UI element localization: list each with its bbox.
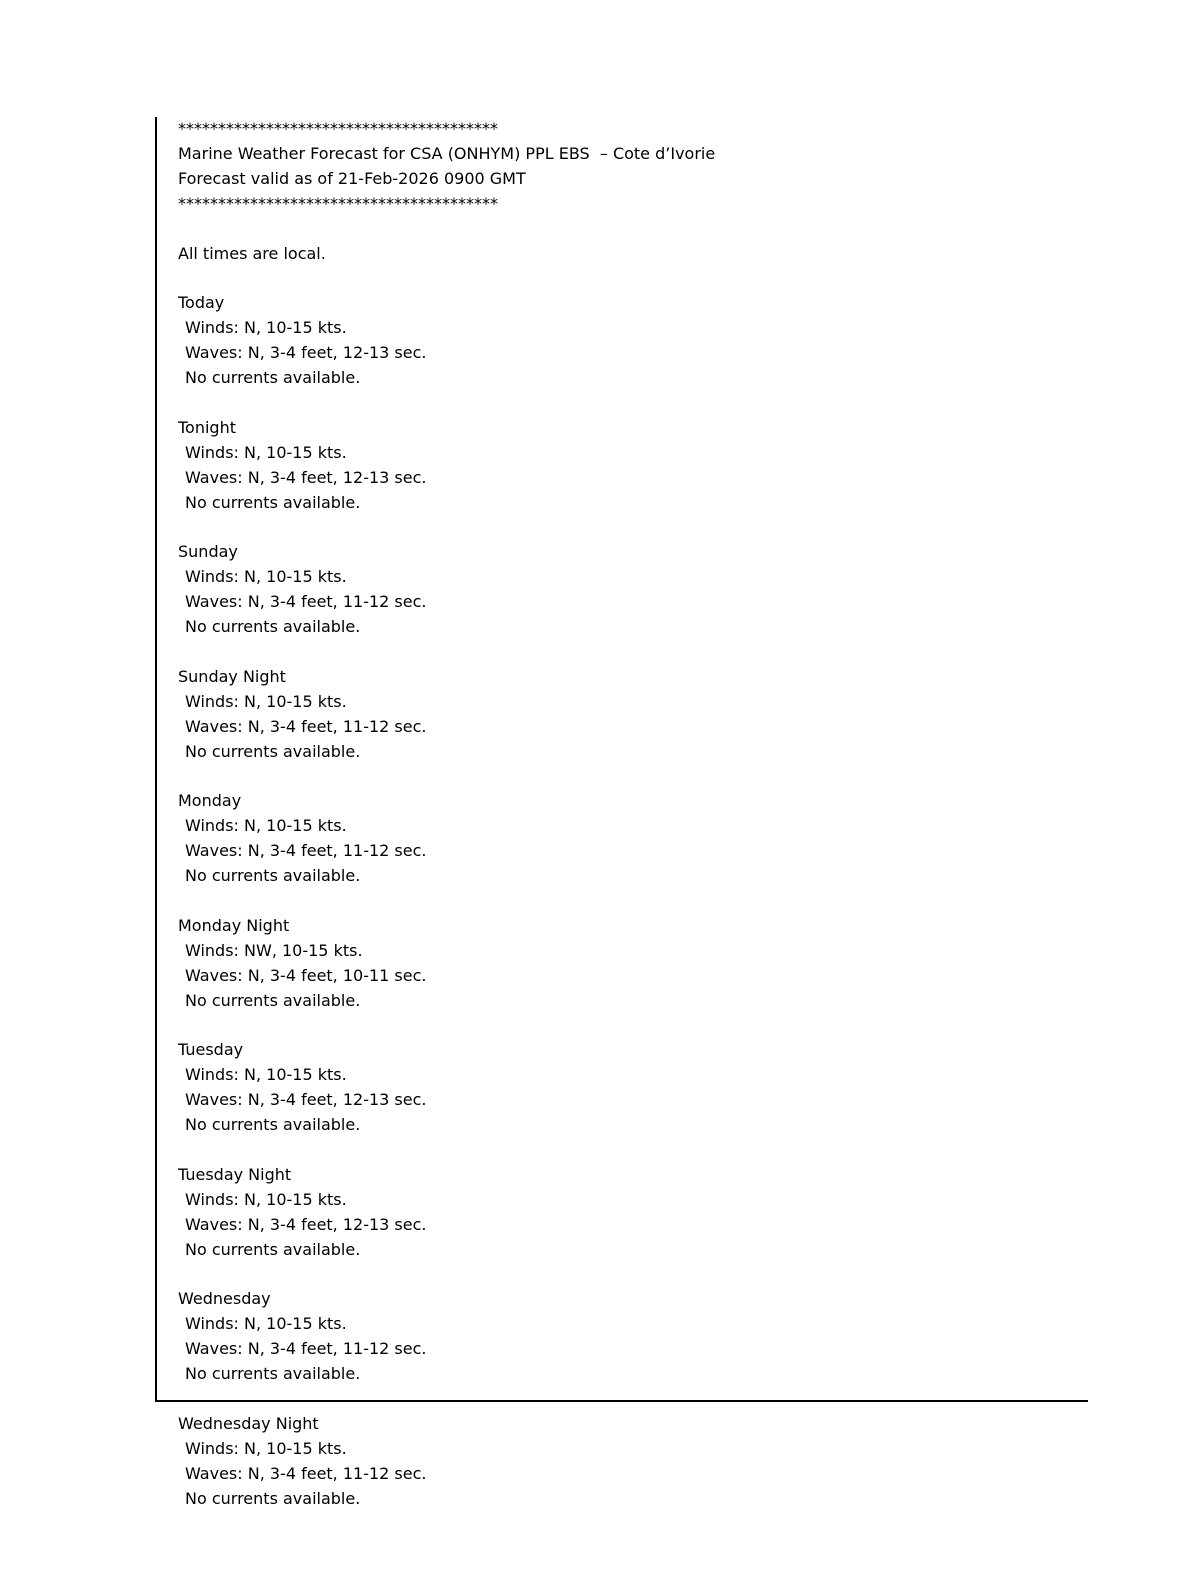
section-currents: No currents available. (185, 1488, 361, 1508)
section-label: Tuesday (178, 1040, 244, 1060)
section-winds: Winds: N, 10-15 kts. (185, 1065, 347, 1085)
section-label: Wednesday (178, 1289, 271, 1309)
section-winds: Winds: N, 10-15 kts. (185, 318, 347, 338)
section-winds: Winds: N, 10-15 kts. (185, 691, 347, 711)
section-label: Tonight (178, 417, 236, 437)
section-winds: Winds: N, 10-15 kts. (185, 816, 347, 836)
section-currents: No currents available. (185, 617, 361, 637)
separator-line-bottom: **************************************** (178, 193, 498, 213)
times-note-text: All times are local. (178, 243, 326, 263)
section-currents: No currents available. (185, 1115, 361, 1135)
section-currents: No currents available. (185, 990, 361, 1010)
forecast-section-today (178, 291, 1098, 391)
section-winds: Winds: N, 10-15 kts. (185, 442, 347, 462)
forecast-document-text (178, 117, 1098, 1536)
section-waves: Waves: N, 3-4 feet, 12-13 sec. (185, 1090, 427, 1110)
forecast-section-monday (178, 789, 1098, 889)
section-currents: No currents available. (185, 866, 361, 886)
section-waves: Waves: N, 3-4 feet, 12-13 sec. (185, 1214, 427, 1234)
section-currents: No currents available. (185, 1239, 361, 1259)
section-waves: Waves: N, 3-4 feet, 10-11 sec. (185, 965, 427, 985)
section-waves: Waves: N, 3-4 feet, 11-12 sec. (185, 1339, 427, 1359)
section-waves: Waves: N, 3-4 feet, 12-13 sec. (185, 343, 427, 363)
section-waves: Waves: N, 3-4 feet, 11-12 sec. (185, 592, 427, 612)
forecast-section-sunday (178, 540, 1098, 640)
separator-line-top: **************************************** (178, 119, 498, 138)
section-currents: No currents available. (185, 1364, 361, 1384)
section-label: Sunday (178, 542, 238, 562)
section-waves: Waves: N, 3-4 feet, 11-12 sec. (185, 716, 427, 736)
section-label: Tuesday Night (178, 1164, 292, 1184)
forecast-section-tuesday-night (178, 1163, 1098, 1263)
section-waves: Waves: N, 3-4 feet, 12-13 sec. (185, 467, 427, 487)
section-winds: Winds: N, 10-15 kts. (185, 567, 347, 587)
section-label: Sunday Night (178, 666, 286, 686)
section-winds: Winds: N, 10-15 kts. (185, 1438, 347, 1458)
valid-date-line: Forecast valid as of 21-Feb-2026 0900 GMT (178, 168, 526, 188)
section-label: Wednesday Night (178, 1413, 319, 1433)
forecast-section-tonight (178, 416, 1098, 516)
forecast-section-sunday-night (178, 665, 1098, 765)
section-winds: Winds: NW, 10-15 kts. (185, 940, 363, 960)
section-currents: No currents available. (185, 741, 361, 761)
section-label: Monday Night (178, 915, 290, 935)
section-waves: Waves: N, 3-4 feet, 11-12 sec. (185, 1463, 427, 1483)
forecast-section-wednesday-night (178, 1412, 1098, 1512)
forecast-section-wednesday (178, 1287, 1098, 1387)
section-currents: No currents available. (185, 368, 361, 388)
times-note (178, 242, 1098, 267)
section-currents: No currents available. (185, 492, 361, 512)
section-label: Monday (178, 791, 242, 811)
section-waves: Waves: N, 3-4 feet, 11-12 sec. (185, 841, 427, 861)
forecast-section-tuesday (178, 1038, 1098, 1138)
document-title: Marine Weather Forecast for CSA (ONHYM) PPL EBS – Cote d’Ivorie (178, 143, 716, 163)
section-label: Today (178, 293, 225, 313)
section-winds: Winds: N, 10-15 kts. (185, 1314, 347, 1334)
forecast-section-monday-night (178, 914, 1098, 1014)
document-header (178, 117, 1098, 217)
section-winds: Winds: N, 10-15 kts. (185, 1189, 347, 1209)
